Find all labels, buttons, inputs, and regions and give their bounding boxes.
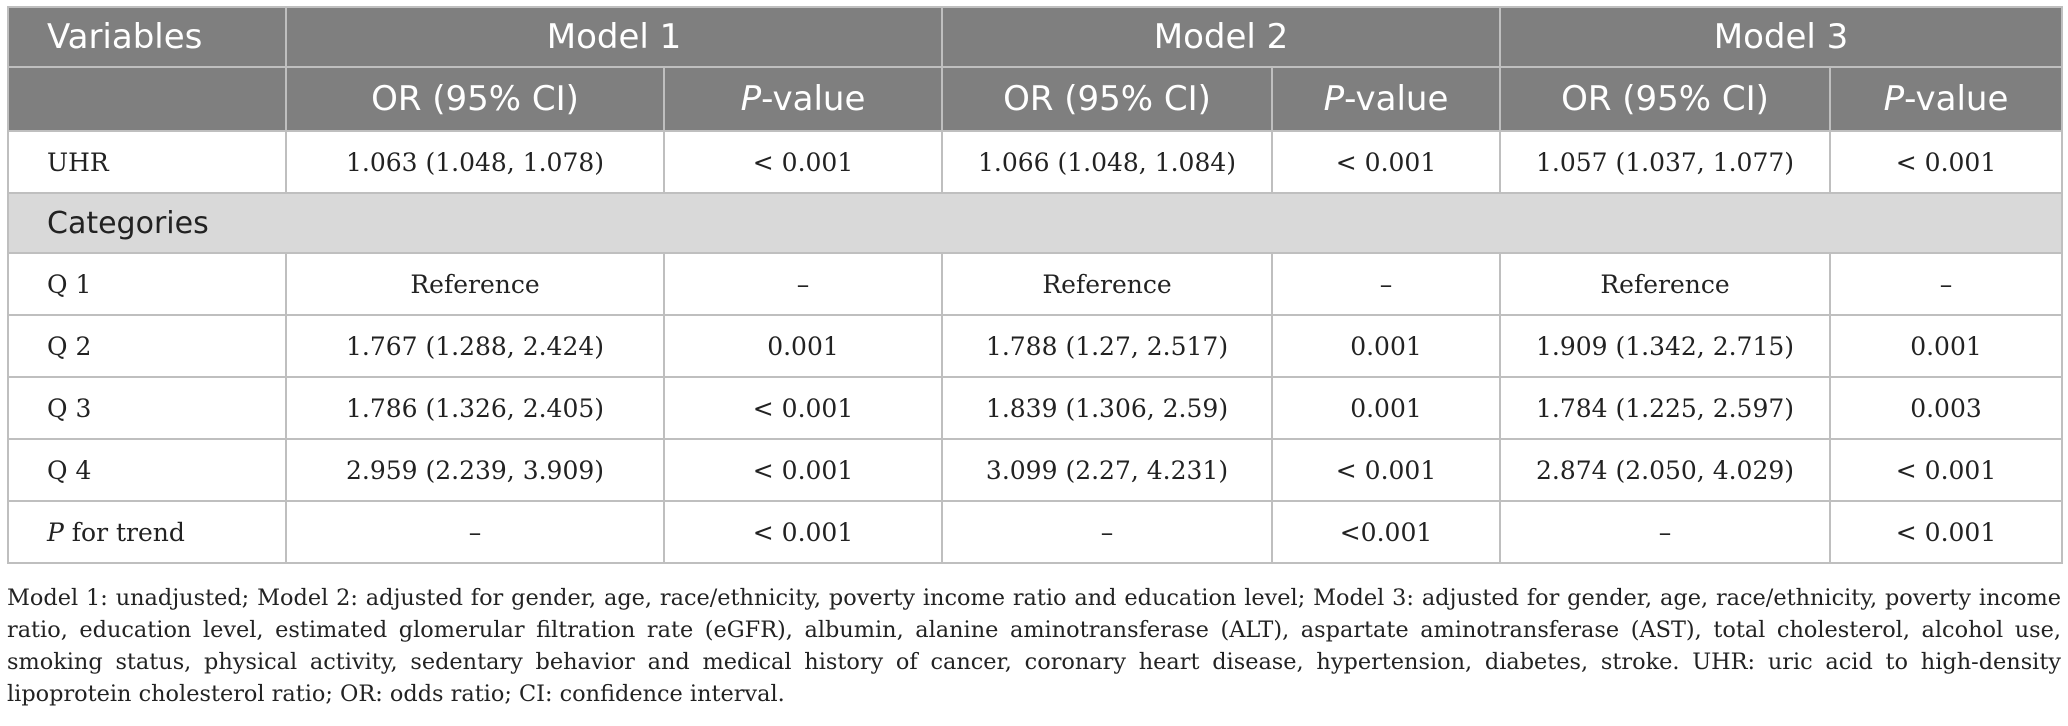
model-1-header: Model 1 <box>286 7 942 67</box>
p-value-header-model-3: P-value <box>1830 67 2062 131</box>
table-cell: <0.001 <box>1272 501 1500 563</box>
categories-label: Categories <box>8 193 2062 253</box>
table-cell: 0.001 <box>664 315 942 377</box>
table-cell: – <box>664 253 942 315</box>
table-cell: < 0.001 <box>664 501 942 563</box>
table-row-q3 <box>8 377 2062 439</box>
table-cell: < 0.001 <box>1830 501 2062 563</box>
row-label: Q 1 <box>8 253 286 315</box>
table-body <box>8 131 2062 563</box>
table-row-p-for-trend <box>8 501 2062 563</box>
table-cell: < 0.001 <box>1830 131 2062 193</box>
table-cell: Reference <box>1500 253 1830 315</box>
table-cell: – <box>1500 501 1830 563</box>
p-value-header-model-1: P-value <box>664 67 942 131</box>
or-header-model-2: OR (95% CI) <box>942 67 1272 131</box>
table-cell: – <box>1272 253 1500 315</box>
table-cell: < 0.001 <box>664 377 942 439</box>
table-cell: 1.788 (1.27, 2.517) <box>942 315 1272 377</box>
table-cell: – <box>1830 253 2062 315</box>
table-cell: 1.786 (1.326, 2.405) <box>286 377 664 439</box>
table-cell: < 0.001 <box>664 439 942 501</box>
variables-header: Variables <box>8 7 286 67</box>
row-label: Q 2 <box>8 315 286 377</box>
table-cell: 1.839 (1.306, 2.59) <box>942 377 1272 439</box>
table-row-uhr <box>8 131 2062 193</box>
table-footnote: Model 1: unadjusted; Model 2: adjusted for gender, age, race/ethnicity, poverty income ratio and education level; Model 3: adjusted for gender, age, race/ethnicity, poverty income ratio, education level, estimated glomerular filtration rate (eGFR), albumin, alanine aminotransferase (ALT), aspartate aminotransferase (AST), total cholesterol, alcohol use, smoking status, physical activity, sedentary behavior and medical history of cancer, coronary heart disease, hypertension, diabetes, stroke. UHR: uric acid to high-density lipoprotein cholesterol ratio; OR: odds ratio; CI: confidence interval. <box>7 585 2061 707</box>
table-cell: < 0.001 <box>1272 131 1500 193</box>
table-cell: 0.001 <box>1830 315 2062 377</box>
table-cell: < 0.001 <box>1830 439 2062 501</box>
table-row-q2 <box>8 315 2062 377</box>
table-cell: 2.959 (2.239, 3.909) <box>286 439 664 501</box>
table-cell: < 0.001 <box>664 131 942 193</box>
table-cell: 2.874 (2.050, 4.029) <box>1500 439 1830 501</box>
table-cell: 1.066 (1.048, 1.084) <box>942 131 1272 193</box>
row-label: P for trend <box>8 501 286 563</box>
table-cell: 0.001 <box>1272 377 1500 439</box>
model-2-header: Model 2 <box>942 7 1500 67</box>
row-label: Q 4 <box>8 439 286 501</box>
table-cell: – <box>286 501 664 563</box>
row-label: Q 3 <box>8 377 286 439</box>
table-cell: 0.003 <box>1830 377 2062 439</box>
table-cell: 0.001 <box>1272 315 1500 377</box>
table-cell: < 0.001 <box>1272 439 1500 501</box>
or-header-model-3: OR (95% CI) <box>1500 67 1830 131</box>
results-table <box>7 6 2063 564</box>
table-cell: Reference <box>942 253 1272 315</box>
model-3-header: Model 3 <box>1500 7 2062 67</box>
table-cell: 1.909 (1.342, 2.715) <box>1500 315 1830 377</box>
p-value-header-model-2: P-value <box>1272 67 1500 131</box>
table-cell: 3.099 (2.27, 4.231) <box>942 439 1272 501</box>
table-cell: 1.784 (1.225, 2.597) <box>1500 377 1830 439</box>
row-label: UHR <box>8 131 286 193</box>
table-header <box>8 7 2062 131</box>
table-row-q4 <box>8 439 2062 501</box>
table-cell: 1.063 (1.048, 1.078) <box>286 131 664 193</box>
table-cell: 1.767 (1.288, 2.424) <box>286 315 664 377</box>
table-row-q1 <box>8 253 2062 315</box>
table-cell: – <box>942 501 1272 563</box>
categories-row <box>8 193 2062 253</box>
table-cell: 1.057 (1.037, 1.077) <box>1500 131 1830 193</box>
or-header-model-1: OR (95% CI) <box>286 67 664 131</box>
results-table-container <box>7 6 2061 564</box>
blank-header-cell <box>8 67 286 131</box>
table-cell: Reference <box>286 253 664 315</box>
